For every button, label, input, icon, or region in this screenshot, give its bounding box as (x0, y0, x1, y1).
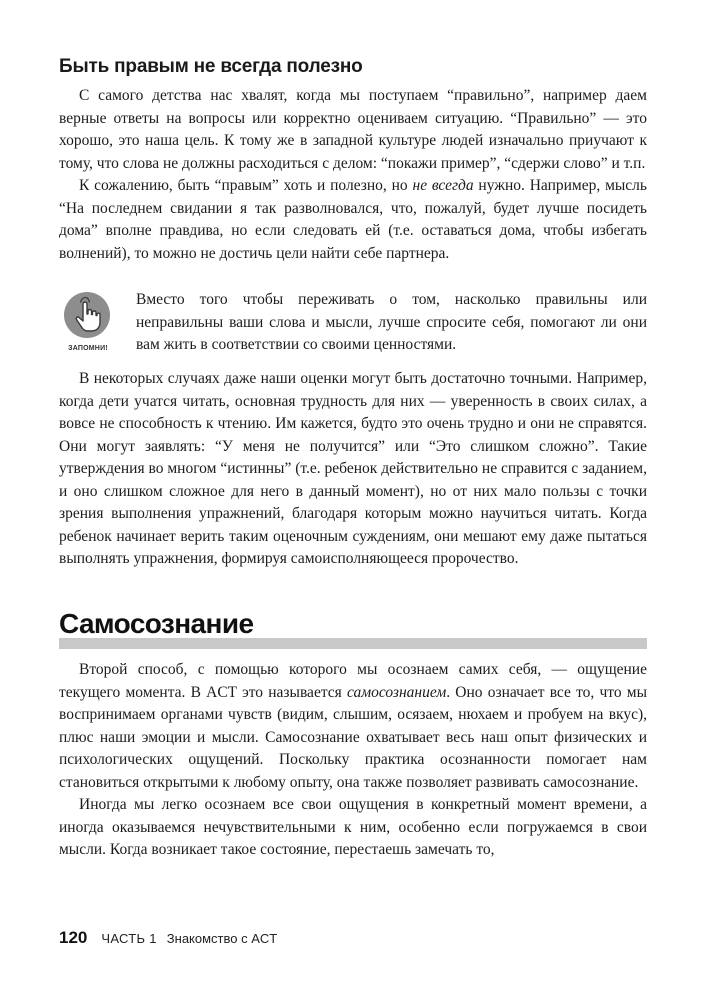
page-number: 120 (59, 928, 88, 947)
part-label: ЧАСТЬ 1 (101, 931, 157, 946)
section-heading (59, 605, 647, 649)
page-footer (59, 928, 647, 950)
section-title: Самосознание (59, 608, 254, 639)
paragraph-text: Второй способ, с помощью которого мы осознаем самих себя, — ощущение текущего момента. В ACT это называется (59, 661, 647, 701)
note-text: Вместо того чтобы переживать о том, насколько правильны или неправильны ваши слова и мысли, лучше спросите себя, помогают ли они вам жить в соответствии со своими ценностями. (136, 291, 647, 353)
subheading: Быть правым не всегда полезно (59, 56, 363, 77)
paragraph-text: нужно. Например, мысль “На последнем свидании я так разволновался, что, пожалуй, будет лучше посидеть дома” вполне правдива, но если следовать ей (т.е. оставаться дома, чтобы избегать волнений), то можно не достичь цели найти себе партнера. (59, 177, 647, 262)
pointing-hand-icon (64, 292, 110, 338)
paragraph (59, 85, 647, 175)
paragraph (59, 659, 647, 794)
text-block-self-awareness (59, 659, 647, 862)
emphasis-text: не всегда (412, 177, 474, 194)
paragraph: В некоторых случаях даже наши оценки могут быть достаточно точными. Например, когда дети учатся читать, основная трудность для них — уверенность в своих силах, а вовсе не способность к чтению. Им кажется, будто это очень трудно и они не справятся. Они могут заявлять: “У меня не получится” или “Это слишком сложно”. Такие утверждения во многом “истинны” (т.е. ребенок действительно не справится с заданием, и оно слишком сложное для него в данный момент), но от них мало пользы с точки зрения выполнения упражнений, благодаря которым можно научиться читать. Когда ребенок начинает верить таким оценочным суждениям, они мешают ему даже пытаться выполнять упражнения, формируя самоисполняющееся пророчество. (59, 370, 647, 567)
text-block-intro (59, 85, 647, 265)
text-block-examples (59, 368, 647, 571)
chapter-title: Знакомство с ACT (166, 931, 278, 946)
remember-note (59, 289, 647, 359)
paragraph (59, 175, 647, 265)
paragraph-text: С самого детства нас хвалят, когда мы поступаем “правильно”, например даем верные ответы на вопросы или корректно оцениваем ситуацию. “Правильно” — это хорошо, это наша цель. К тому же в западной культуре людей изначально приучают к тому, что слова не должны расходиться с делом: “покажи пример”, “сдержи слово” и т.п. (59, 87, 647, 172)
remember-label: ЗАПОМНИ! (68, 345, 108, 352)
emphasis-text: самосознанием (347, 683, 447, 701)
paragraph: Иногда мы легко осознаем все свои ощущения в конкретный момент времени, а иногда оказываемся нечувствительными к ним, особенно если погружаемся в свои мысли. Когда возникает такое состояние, перестаешь замечать то, (59, 796, 647, 858)
paragraph-text: . Оно означает все то, что мы воспринимаем органами чувств (видим, слышим, осязаем, нюхаем и пробуем на вкус), плюс наши эмоции и мысли. Самосознание охватывает весь наш опыт физических и психологических ощущений. Поскольку практика осознанности помогает нам становиться открытыми к любому опыту, она также позволяет развивать самосознание. (59, 683, 647, 791)
paragraph-text: К сожалению, быть “правым” хоть и полезно, но (79, 177, 413, 194)
